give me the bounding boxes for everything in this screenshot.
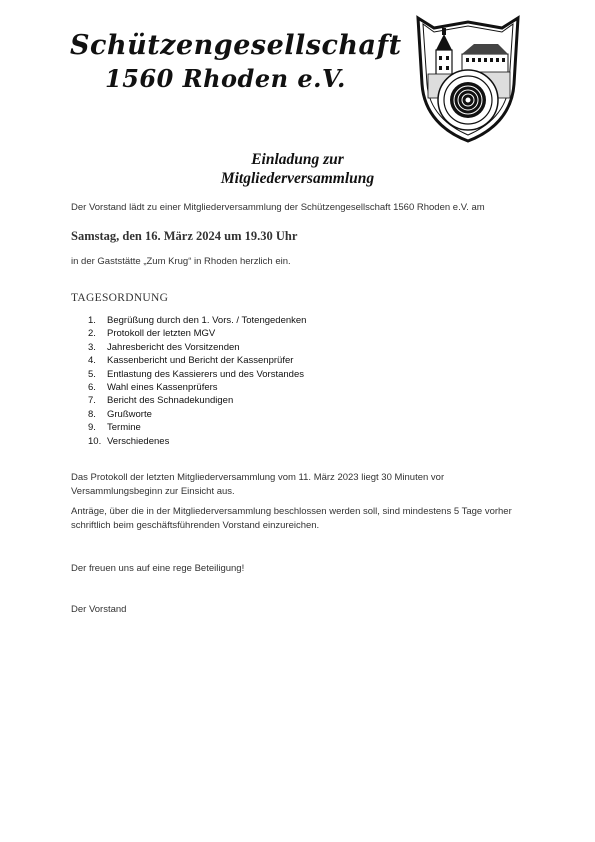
agenda-text: Jahresbericht des Vorsitzenden: [107, 341, 240, 353]
agenda-text: Kassenbericht und Bericht der Kassenprüfer: [107, 355, 294, 367]
agenda-number: 1.: [88, 315, 96, 326]
agenda-item: [88, 381, 306, 394]
agenda-list: [88, 314, 306, 448]
closing-text: Der freuen uns auf eine rege Beteiligung!: [71, 563, 245, 574]
agenda-item: [88, 408, 306, 421]
agenda-item: [88, 435, 306, 448]
document-title: [0, 150, 595, 188]
agenda-number: 9.: [88, 422, 96, 434]
club-name-line1: Schützengesellschaft: [70, 30, 402, 61]
intro-text: Der Vorstand lädt zu einer Mitgliederversammlung der Schützengesellschaft 1560 Rhoden e.V. am: [71, 202, 485, 213]
agenda-text: Verschiedenes: [107, 435, 170, 447]
agenda-item: [88, 354, 306, 367]
agenda-number: 10.: [88, 435, 102, 447]
agenda-heading: TAGESORDNUNG: [71, 292, 169, 304]
agenda-number: 2.: [88, 328, 96, 340]
agenda-item: [88, 368, 306, 381]
agenda-number: 7.: [88, 395, 96, 407]
meeting-place: in der Gaststätte „Zum Krug“ in Rhoden herzlich ein.: [71, 256, 291, 267]
meeting-date: Samstag, den 16. März 2024 um 19.30 Uhr: [71, 229, 298, 243]
agenda-text: Begrüßung durch den 1. Vors. / Totengedenken: [107, 315, 307, 326]
agenda-item: [88, 327, 306, 340]
title-line1: Einladung zur: [251, 151, 344, 168]
agenda-text: Wahl eines Kassenprüfers: [107, 381, 218, 393]
signature: Der Vorstand: [71, 604, 127, 615]
agenda-text: Entlastung des Kassierers und des Vorstandes: [107, 368, 304, 380]
club-name: [70, 28, 400, 94]
club-crest-icon: [414, 14, 522, 144]
agenda-number: 3.: [88, 341, 96, 353]
agenda-item: [88, 421, 306, 434]
agenda-number: 5.: [88, 368, 96, 380]
agenda-text: Termine: [107, 422, 141, 434]
motions-notice: Anträge, über die in der Mitgliederversammlung beschlossen werden soll, sind mindestens 5 Tage vorher schriftlich beim geschäftsführenden Vorstand einzureichen.: [71, 506, 512, 531]
agenda-item: [88, 394, 306, 407]
agenda-text: Bericht des Schnadekundigen: [107, 395, 234, 407]
title-line2: Mitgliederversammlung: [220, 170, 375, 187]
agenda-number: 6.: [88, 381, 96, 393]
protocol-notice: Das Protokoll der letzten Mitgliederversammlung vom 11. März 2023 liegt 30 Minuten vor Versammlungsbeginn zur Einsicht aus.: [71, 472, 445, 497]
agenda-text: Grußworte: [107, 408, 152, 420]
club-name-line2: 1560 Rhoden e.V.: [105, 64, 346, 93]
agenda-item: [88, 341, 306, 354]
agenda-text: Protokoll der letzten MGV: [107, 328, 216, 340]
agenda-number: 4.: [88, 355, 96, 367]
agenda-number: 8.: [88, 408, 96, 420]
agenda-item: [88, 314, 306, 327]
